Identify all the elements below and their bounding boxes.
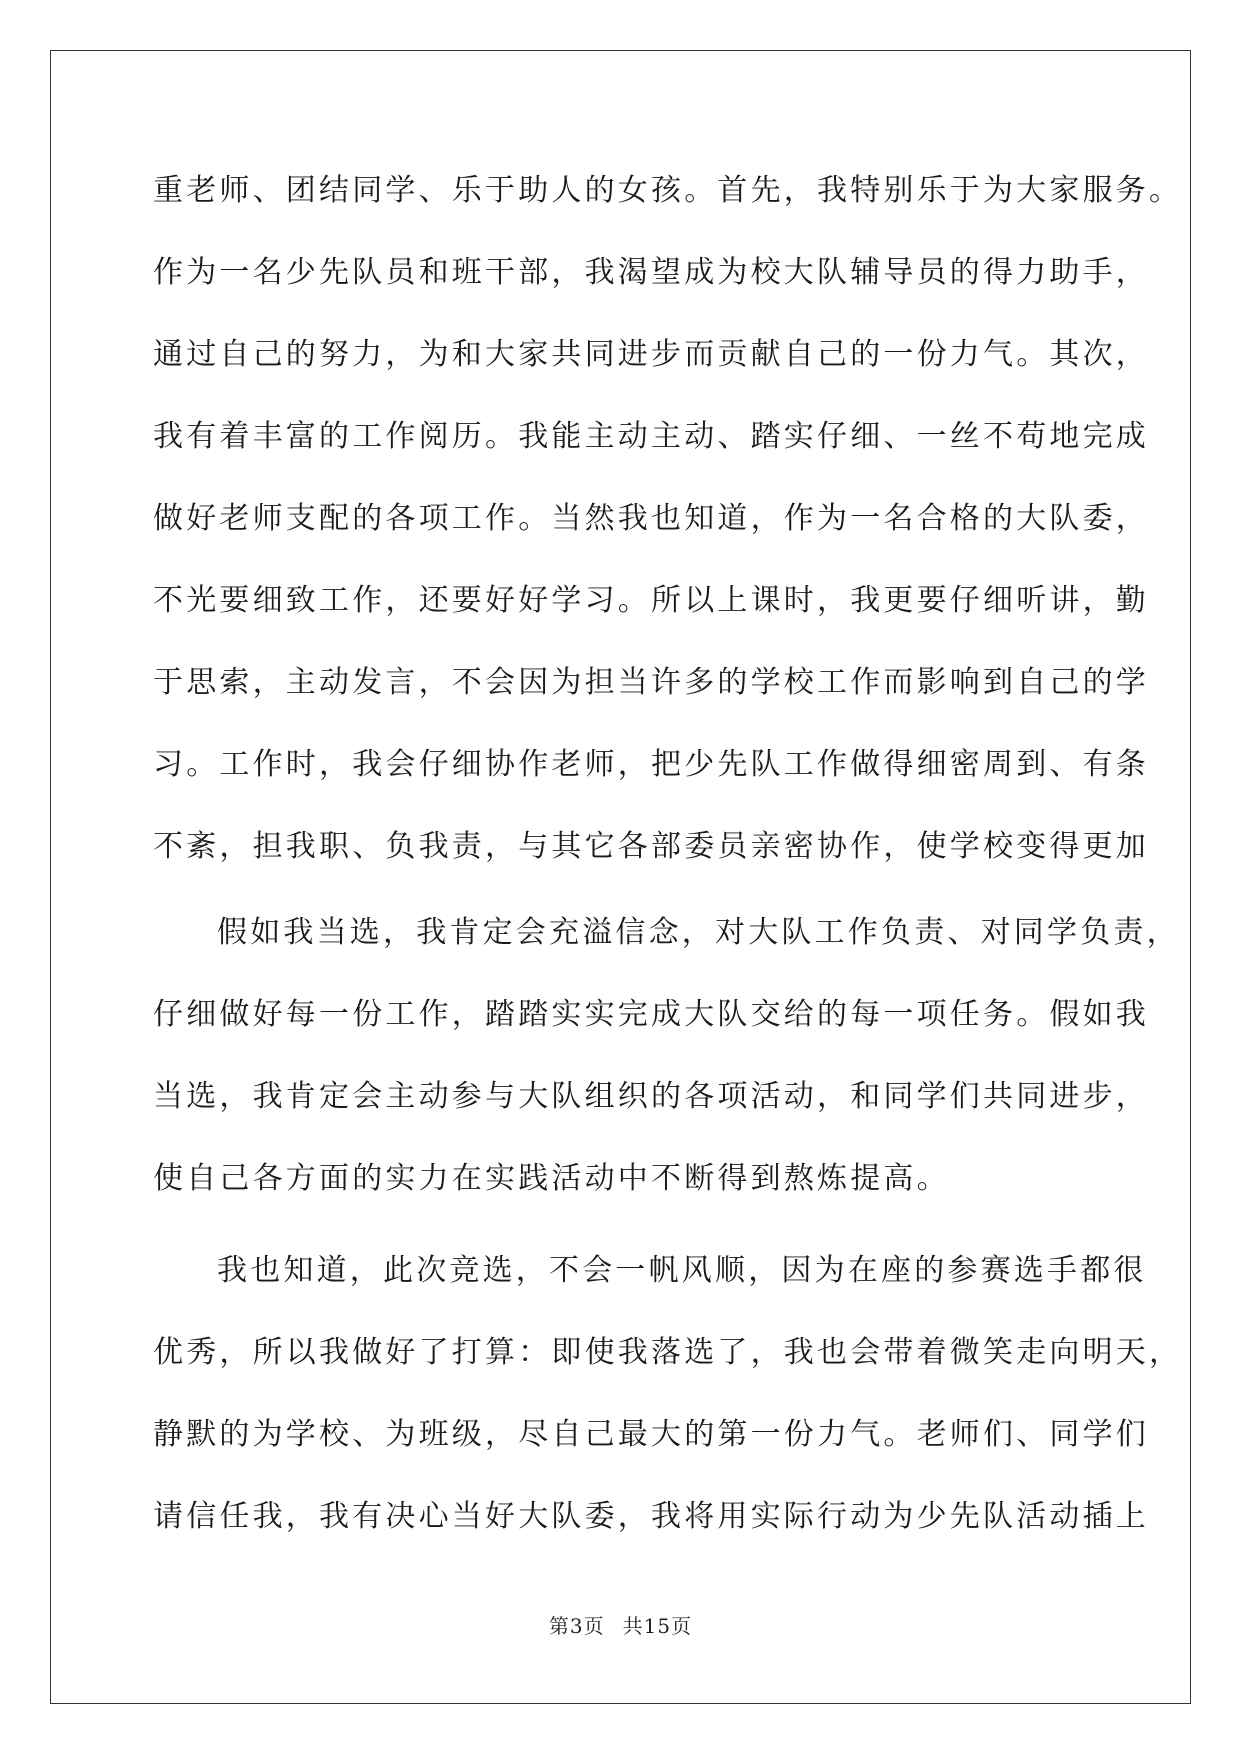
page-number: 第3页: [548, 1614, 605, 1638]
document-body: [153, 150, 1183, 1558]
text-line: 请信任我，我有决心当好大队委，我将用实际行动为少先队活动插上: [153, 1499, 1149, 1534]
text-line: 重老师、团结同学、乐于助人的女孩。首先，我特别乐于为大家服务。: [153, 173, 1183, 208]
text-line: 我有着丰富的工作阅历。我能主动主动、踏实仔细、一丝不苟地完成: [153, 419, 1149, 454]
text-line: 不光要细致工作，还要好好学习。所以上课时，我更要仔细听讲，勤: [153, 583, 1149, 618]
text-line: 仔细做好每一份工作，踏踏实实完成大队交给的每一项任务。假如我: [153, 997, 1149, 1032]
paragraph-first-line: 我也知道，此次竞选，不会一帆风顺，因为在座的参赛选手都很: [217, 1253, 1147, 1288]
text-line: 不紊，担我职、负我责，与其它各部委员亲密协作，使学校变得更加: [153, 829, 1149, 864]
paragraph-gap: [153, 1220, 1113, 1230]
text-line: 静默的为学校、为班级，尽自己最大的第一份力气。老师们、同学们: [153, 1417, 1149, 1452]
paragraph-first-line: 假如我当选，我肯定会充溢信念，对大队工作负责、对同学负责，: [217, 915, 1180, 950]
text-line: 做好老师支配的各项工作。当然我也知道，作为一名合格的大队委，: [153, 501, 1149, 536]
text-line: 优秀，所以我做好了打算：即使我落选了，我也会带着微笑走向明天，: [153, 1335, 1183, 1370]
page-footer: [0, 1610, 1241, 1639]
text-line: 习。工作时，我会仔细协作老师，把少先队工作做得细密周到、有条: [153, 747, 1149, 782]
text-line: 作为一名少先队员和班干部，我渴望成为校大队辅导员的得力助手，: [153, 255, 1149, 290]
text-line: 于思索，主动发言，不会因为担当许多的学校工作而影响到自己的学: [153, 665, 1149, 700]
page-total: 共15页: [622, 1614, 693, 1638]
text-line: 使自己各方面的实力在实践活动中不断得到熬炼提高。: [153, 1161, 950, 1196]
text-line: 通过自己的努力，为和大家共同进步而贡献自己的一份力气。其次，: [153, 337, 1149, 372]
text-line: 当选，我肯定会主动参与大队组织的各项活动，和同学们共同进步，: [153, 1079, 1149, 1114]
